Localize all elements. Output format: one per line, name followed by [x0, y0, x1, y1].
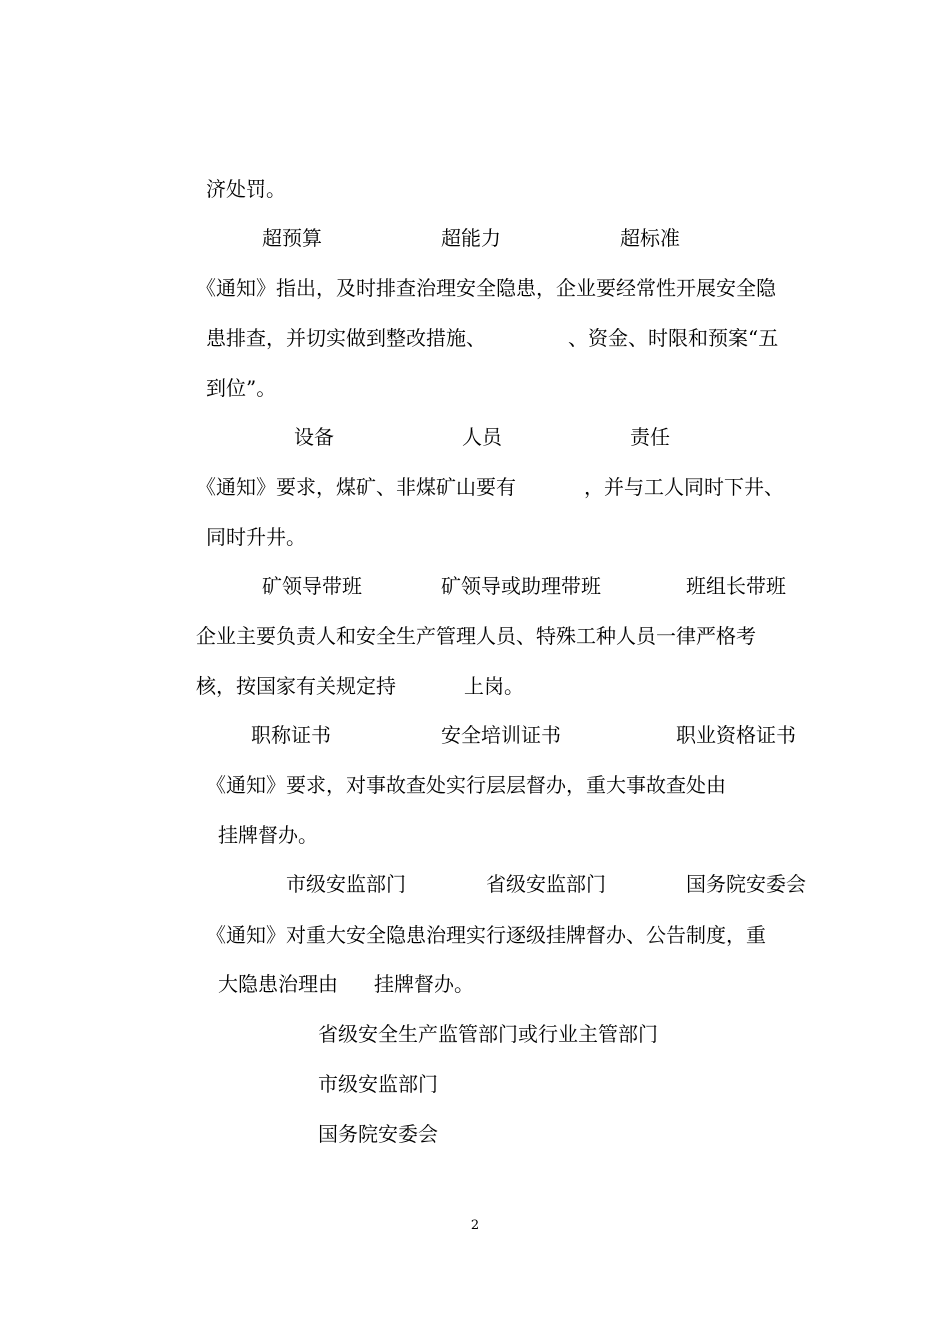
question-text-segment: 患排查，并切实做到整改措施、	[206, 326, 486, 350]
option-c: 责任	[630, 425, 670, 449]
question-text-line: 济处罚。	[206, 177, 286, 201]
question-text-segment: 挂牌督办。	[374, 972, 474, 996]
option-c: 职业资格证书	[676, 723, 796, 747]
option-a: 设备	[294, 425, 334, 449]
option-b: 安全培训证书	[441, 723, 561, 747]
question-text-line: 《通知》指出，及时排查治理安全隐患，企业要经常性开展安全隐	[196, 276, 776, 300]
option-a: 超预算	[262, 226, 322, 250]
option-a: 矿领导带班	[262, 574, 362, 598]
question-text-line	[196, 474, 784, 500]
question-text-line	[218, 971, 474, 997]
question-text-segment: 《通知》要求，煤矿、非煤矿山要有	[196, 475, 516, 499]
option-a: 职称证书	[251, 723, 331, 747]
option-c: 国务院安委会	[686, 872, 806, 896]
option-c: 国务院安委会	[318, 1122, 438, 1146]
option-c: 超标准	[620, 226, 680, 250]
question-text-segment: ，并与工人同时下井、	[584, 475, 784, 499]
question-text-segment: 、资金、时限和预案“五	[568, 326, 779, 350]
question-text-line	[196, 673, 524, 699]
question-text-line	[206, 325, 778, 351]
question-text-line: 到位”。	[206, 376, 277, 400]
question-text-segment: 核，按国家有关规定持	[196, 674, 396, 698]
question-text-line: 同时升井。	[206, 525, 306, 549]
question-text-line: 企业主要负责人和安全生产管理人员、特殊工种人员一律严格考	[196, 624, 756, 648]
option-b: 市级安监部门	[318, 1072, 438, 1096]
option-b: 超能力	[441, 226, 501, 250]
option-b: 矿领导或助理带班	[441, 574, 601, 598]
option-c: 班组长带班	[686, 574, 786, 598]
option-b: 省级安监部门	[486, 872, 606, 896]
question-text-line: 《通知》要求，对事故查处实行层层督办，重大事故查处由	[206, 773, 726, 797]
question-text-segment: 大隐患治理由	[218, 972, 338, 996]
question-text-line: 挂牌督办。	[218, 823, 318, 847]
page-number: 2	[470, 1218, 480, 1233]
option-a: 省级安全生产监管部门或行业主管部门	[318, 1022, 658, 1046]
option-a: 市级安监部门	[286, 872, 406, 896]
question-text-line: 《通知》对重大安全隐患治理实行逐级挂牌督办、公告制度，重	[206, 923, 766, 947]
option-b: 人员	[462, 425, 502, 449]
question-text-segment: 上岗。	[464, 674, 524, 698]
